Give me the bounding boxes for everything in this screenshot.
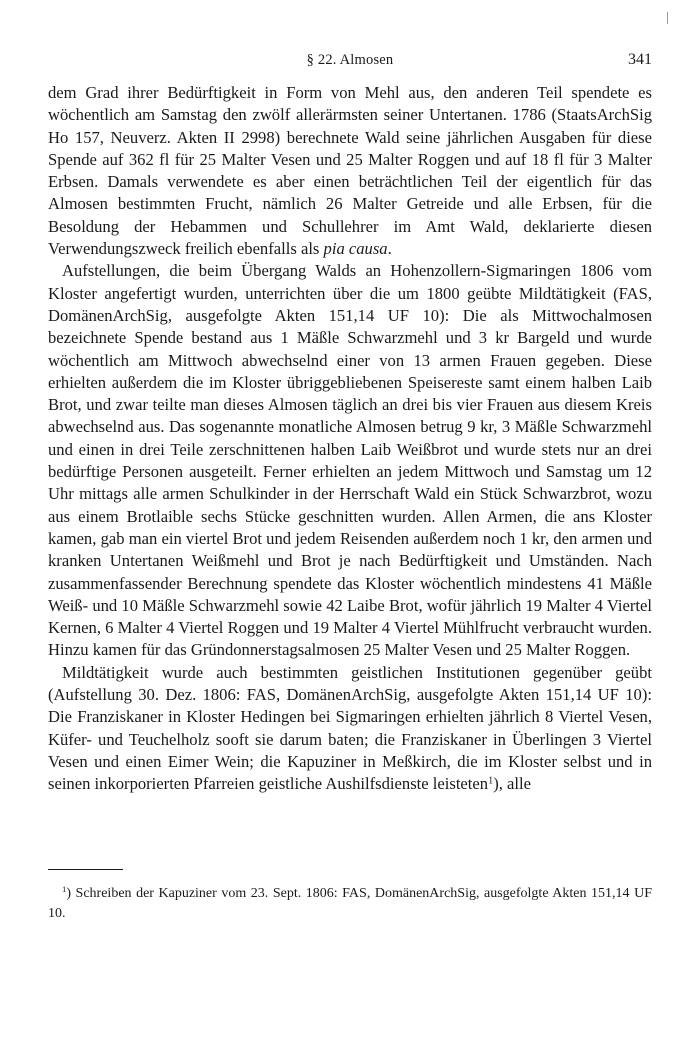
scan-artifact-mark — [667, 12, 668, 24]
paragraph-3-end: ), alle — [493, 774, 531, 794]
footnote-1 — [48, 884, 652, 923]
body-text — [48, 82, 652, 796]
footnote-marker: 1 — [62, 884, 67, 895]
footnote-text: ) Schreiben der Kapuziner vom 23. Sept. 1806: FAS, DomänenArchSig, ausgefolgte Akten 151,14 UF 10. — [48, 886, 652, 921]
footnote-reference: 1 — [488, 775, 494, 787]
footnote-separator — [48, 869, 123, 870]
paragraph-1-text: dem Grad ihrer Bedürftigkeit in Form von Mehl aus, den anderen Teil spendete es wöchentlich am Samstag den zwölf allerärmsten seiner Untertanen. 1786 (StaatsArchSig Ho 157, Neuverz. Akten II 2998) berechnete Wald seine jährlichen Ausgaben für diese Spende auf 362 fl für 25 Malter Vesen und 25 Malter Roggen und auf 18 fl für 3 Malter Erbsen. Damals verwendete es aber einen beträchtlichen Teil der eigentlich für das Almosen bestimmten Frucht, nämlich 26 Malter Getreide und alle Erbsen, für die Besoldung der Hebammen und Schullehrer im Amt Wald, deklarierte diesen Verwendungszweck freilich ebenfalls als — [48, 83, 652, 259]
page-header — [48, 52, 652, 74]
running-head: § 22. Almosen — [306, 52, 394, 68]
paragraph-1 — [48, 82, 652, 260]
latin-phrase: pia causa — [323, 239, 388, 259]
page-number: 341 — [628, 51, 652, 68]
paragraph-3 — [48, 662, 652, 796]
paragraph-2: Aufstellungen, die beim Übergang Walds an Hohenzollern-Sigmaringen 1806 vom Kloster angefertigt wurden, unterrichten über die um 1800 geübte Mildtätigkeit (FAS, DomänenArchSig, ausgefolgte Akten 151,14 UF 10): Die als Mittwochalmosen bezeichnete Spende bestand aus 1 Mäßle Schwarzmehl und 3 kr Bargeld und wurde wöchentlich am Mittwoch abwechselnd einer von 13 armen Frauen gegeben. Diese erhielten außerdem die im Kloster übriggebliebenen Speisereste samt einem halben Laib Brot, und zwar teilte man dieses Almosen täglich an drei bis vier Frauen aus diesem Kreis abwechselnd aus. Das sogenannte monatliche Almosen betrug 9 kr, 3 Mäßle Schwarzmehl und einen in drei Teile zerschnittenen halben Laib Weißbrot und wurde stets nur an drei bedürftige Personen ausgeteilt. Ferner erhielten an jedem Mittwoch und Samstag um 12 Uhr mittags alle armen Schulkinder in der Herrschaft Wald ein Stück Schwarzbrot, wozu aus einem Brotlaible sechs Stücke geschnitten wurden. Allen Armen, die ans Kloster kamen, gab man ein viertel Brot und jedem Reisenden außerdem noch 1 kr, den armen und kranken Untertanen Weißmehl und Brot je nach Bedürftigkeit und Umständen. Nach zusammenfassender Berechnung spendete das Kloster wöchentlich mindestens 41 Mäßle Weiß- und 10 Mäßle Schwarzmehl sowie 42 Laibe Brot, wofür jährlich 19 Malter 4 Viertel Kernen, 6 Malter 4 Viertel Roggen und 19 Malter 4 Viertel Mühlfrucht verbraucht wurden. Hinzu kamen für das Gründonnerstagsalmosen 25 Malter Vesen und 25 Malter Roggen. — [48, 261, 652, 660]
footnote — [48, 884, 652, 923]
paragraph-1-end: . — [387, 239, 392, 259]
paragraph-3-text: Mildtätigkeit wurde auch bestimmten geistlichen Institutionen gegenüber geübt (Aufstellung 30. Dez. 1806: FAS, DomänenArchSig, ausgefolgte Akten 151,14 UF 10): Die Franziskaner in Kloster Hedingen bei Sigmaringen erhielten jährlich 8 Viertel Vesen, Küfer- und Teuchelholz sooft sie darum baten; die Franziskaner in Überlingen 3 Viertel Vesen und einen Eimer Wein; die Kapuziner in Meßkirch, die im Kloster selbst und in seinen inkorporierten Pfarreien geistliche Aushilfsdienste leisteten — [48, 662, 652, 794]
